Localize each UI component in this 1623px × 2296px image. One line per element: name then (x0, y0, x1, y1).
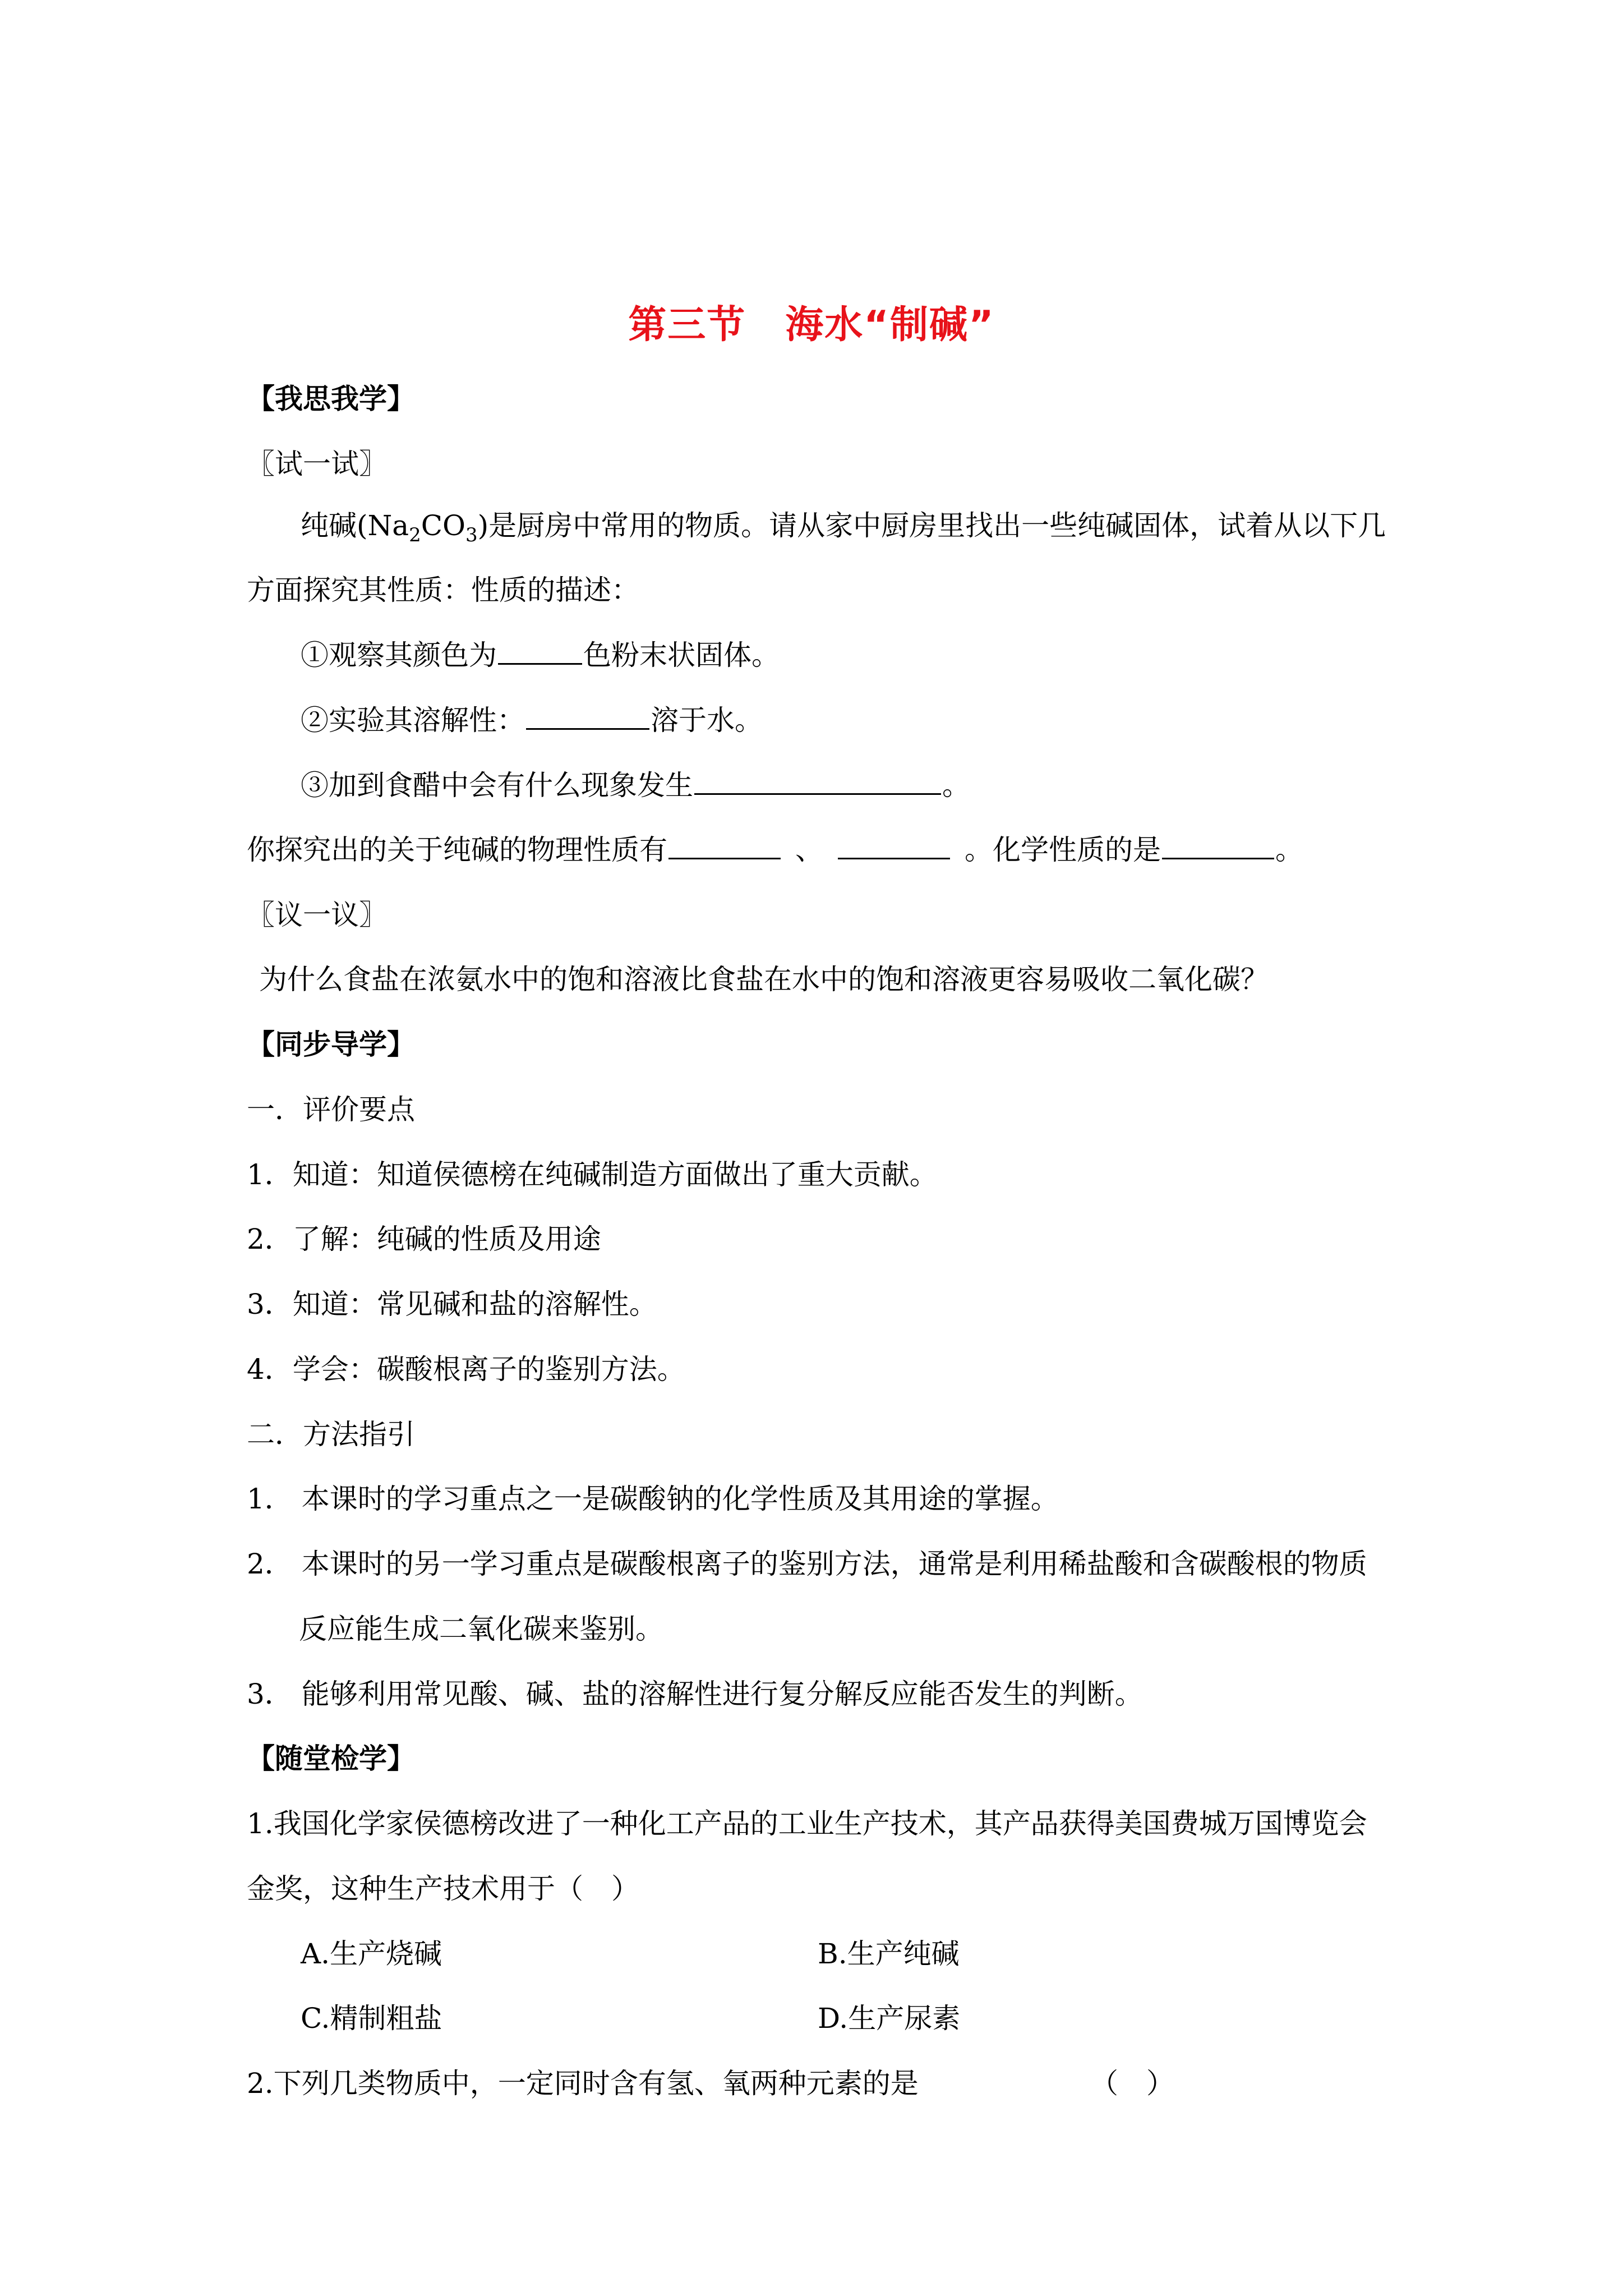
question-1-option-a[interactable]: A.生产烧碱 (301, 1938, 442, 1970)
question-1-option-b[interactable]: B.生产纯碱 (818, 1938, 960, 1970)
subsection-try-it: 〖试一试〗 (247, 448, 387, 480)
answer-blank[interactable] (526, 703, 649, 730)
question-2: 2.下列几类物质中，一定同时含有氢、氧两种元素的是 (247, 2067, 919, 2100)
answer-blank[interactable] (668, 833, 781, 859)
guide-part1-heading: 一．评价要点 (247, 1093, 415, 1126)
guide-point: 2．了解：纯碱的性质及用途 (247, 1223, 601, 1255)
guide-method: 3． 能够利用常见酸、碱、盐的溶解性进行复分解反应能否发生的判断。 (247, 1678, 1143, 1710)
try-item-1: ①观察其颜色为 色粉末状固体。 (301, 639, 780, 671)
question-1-line1: 1.我国化学家侯德榜改进了一种化工产品的工业生产技术，其产品获得美国费城万国博览会 (247, 1807, 1367, 1840)
answer-blank[interactable] (694, 769, 941, 795)
try-summary: 你探究出的关于纯碱的物理性质有 、 。化学性质的是 。 (247, 834, 1303, 866)
guide-method: 2． 本课时的另一学习重点是碳酸根离子的鉴别方法，通常是利用稀盐酸和含碳酸根的物质 (247, 1548, 1367, 1580)
try-intro-line2: 方面探究其性质：性质的描述： (247, 574, 639, 606)
question-1-line2: 金奖，这种生产技术用于（ ） (247, 1872, 639, 1905)
guide-method-continued: 反应能生成二氧化碳来鉴别。 (299, 1613, 663, 1645)
guide-method: 1． 本课时的学习重点之一是碳酸钠的化学性质及其用途的掌握。 (247, 1483, 1059, 1515)
discuss-question: 为什么食盐在浓氨水中的饱和溶液比食盐在水中的饱和溶液更容易吸收二氧化碳？ (259, 963, 1269, 996)
guide-part2-heading: 二．方法指引 (247, 1418, 415, 1451)
answer-blank[interactable] (498, 638, 582, 665)
try-item-3: ③加到食醋中会有什么现象发生 。 (301, 769, 970, 802)
try-item-2: ②实验其溶解性： 溶于水。 (301, 704, 763, 737)
answer-blank[interactable] (1162, 833, 1274, 859)
section-sync-guide: 【同步导学】 (247, 1028, 415, 1061)
section-think-learn: 【我思我学】 (247, 383, 415, 415)
question-2-answer-paren[interactable]: （ ） (1090, 2067, 1174, 2100)
section-class-check: 【随堂检学】 (247, 1742, 415, 1775)
page-title: 第三节 海水“制碱” (628, 303, 995, 347)
guide-point: 4．学会：碳酸根离子的鉴别方法。 (247, 1353, 685, 1386)
question-1-option-c[interactable]: C.精制粗盐 (301, 2002, 442, 2035)
question-1-option-d[interactable]: D.生产尿素 (818, 2002, 961, 2035)
answer-blank[interactable] (838, 833, 950, 859)
guide-point: 3．知道：常见碱和盐的溶解性。 (247, 1288, 657, 1320)
guide-point: 1．知道：知道侯德榜在纯碱制造方面做出了重大贡献。 (247, 1158, 938, 1191)
try-intro-line1: 纯碱$(Na_2CO_3)$是厨房中常用的物质。请从家中厨房里找出一些纯碱固体，试着从以下几 (301, 509, 1386, 546)
subsection-discuss: 〖议一议〗 (247, 899, 387, 931)
